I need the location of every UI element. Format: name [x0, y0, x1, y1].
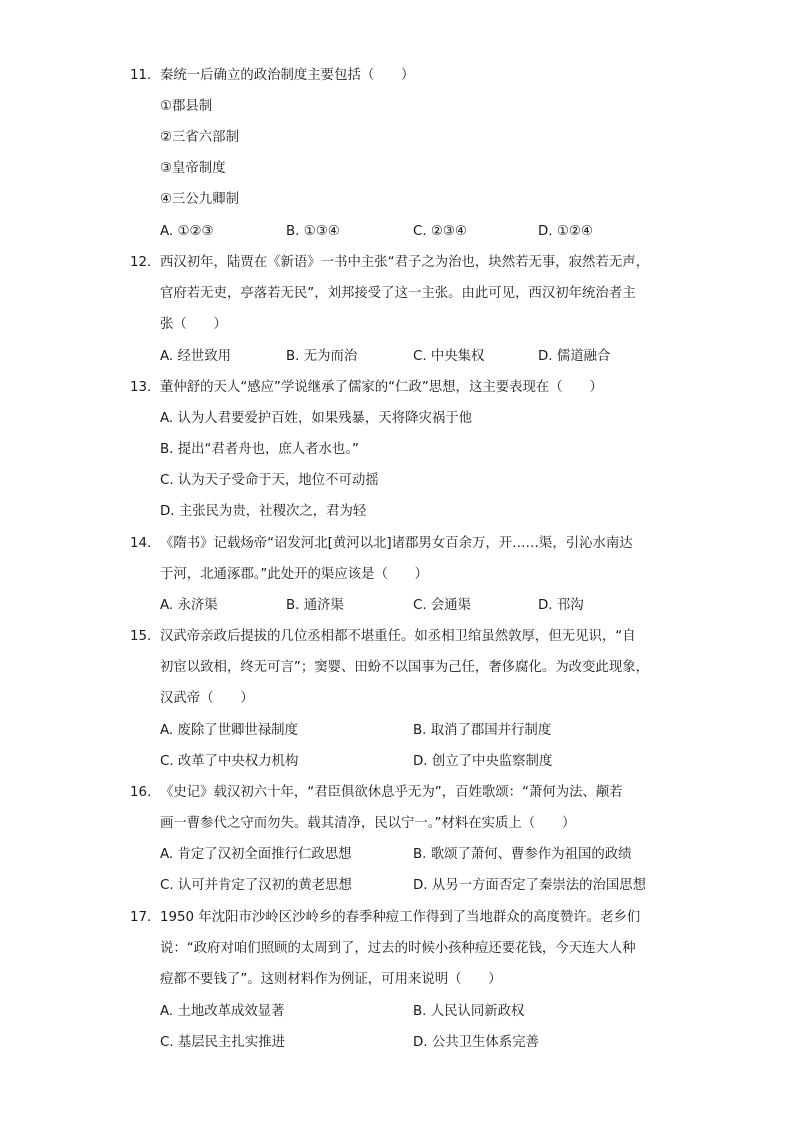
option-d[interactable]: D. 创立了中央监察制度 [413, 754, 553, 769]
option-c[interactable]: C. 中央集权 [413, 349, 485, 364]
question-stem-line: 痘都不要钱了”。这则材料作为例证，可用来说明（ ） [160, 972, 502, 987]
option-c[interactable]: C. 改革了中央权力机构 [160, 754, 299, 769]
option-a[interactable]: A. 肯定了汉初全面推行仁政思想 [160, 847, 352, 862]
question-stem-line: 汉武帝亲政后提拔的几位丞相都不堪重任。如丞相卫绾虽然敦厚，但无见识，“自 [160, 629, 636, 644]
question-stem-line: 西汉初年，陆贾在《新语》一书中主张“君子之为治也，块然若无事，寂然若无声， [160, 255, 649, 270]
option-b[interactable]: B. 无为而治 [286, 349, 358, 364]
option-c[interactable]: C. ②③④ [413, 224, 467, 239]
question-number: 17. [130, 910, 152, 925]
question-stem-line: 于河，北通涿郡。”此处开的渠应该是（ ） [160, 567, 429, 582]
question-number: 12. [130, 255, 152, 270]
sub-item: ③皇帝制度 [160, 161, 226, 176]
question-stem-line: 张（ ） [160, 317, 227, 332]
option-d[interactable]: D. 公共卫生体系完善 [413, 1035, 539, 1050]
option-c[interactable]: C. 基层民主扎实推进 [160, 1035, 285, 1050]
question-stem: 董仲舒的天人“感应”学说继承了儒家的“仁政”思想，这主要表现在（ ） [160, 380, 603, 395]
question-number: 11. [130, 68, 152, 83]
option-b[interactable]: B. 通济渠 [286, 598, 344, 613]
question-number: 15. [130, 629, 152, 644]
option-a[interactable]: A. ①②③ [160, 224, 214, 239]
option-b[interactable]: B. 提出“君者舟也，庶人者水也。” [160, 442, 359, 457]
option-a[interactable]: A. 永济渠 [160, 598, 218, 613]
question-number: 16. [130, 785, 152, 800]
option-d[interactable]: D. 从另一方面否定了秦崇法的治国思想 [413, 878, 647, 893]
question-stem-line: 初宦以致相，终无可言”；窦婴、田蚡不以国事为己任，奢侈腐化。为改变此现象， [160, 660, 649, 675]
question-stem-line: 《史记》载汉初六十年，“君臣俱欲休息乎无为”，百姓歌颂：“萧何为法、颟若 [160, 785, 623, 800]
option-a[interactable]: A. 认为人君要爱护百姓，如果残暴，天将降灾祸于他 [160, 411, 473, 426]
option-a[interactable]: A. 经世致用 [160, 349, 231, 364]
option-a[interactable]: A. 土地改革成效显著 [160, 1004, 285, 1019]
option-a[interactable]: A. 废除了世卿世禄制度 [160, 723, 298, 738]
option-c[interactable]: C. 认为天子受命于天，地位不可动摇 [160, 473, 379, 488]
option-d[interactable]: D. 儒道融合 [538, 349, 611, 364]
sub-item: ①郡县制 [160, 99, 213, 114]
question-stem-line: 汉武帝（ ） [160, 691, 254, 706]
option-d[interactable]: D. 邗沟 [538, 598, 584, 613]
sub-item: ④三公九卿制 [160, 192, 239, 207]
question-number: 14. [130, 536, 152, 551]
option-b[interactable]: B. 人民认同新政权 [413, 1004, 525, 1019]
question-number: 13. [130, 380, 152, 395]
option-d[interactable]: D. 主张民为贵，社稷次之，君为轻 [160, 504, 367, 519]
question-stem-line: 画一曹参代之守而勿失。载其清净，民以宁一。”材料在实质上（ ） [160, 816, 576, 831]
option-d[interactable]: D. ①②④ [538, 224, 593, 239]
question-stem-line: 《隋书》记载炀帝“诏发河北[黄河以北]诸郡男女百余万，开……渠，引沁水南达 [160, 536, 633, 551]
question-stem-line: 官府若无吏，亭落若无民”，刘邦接受了这一主张。由此可见，西汉初年统治者主 [160, 286, 636, 301]
question-stem: 秦统一后确立的政治制度主要包括（ ） [160, 68, 415, 83]
option-c[interactable]: C. 会通渠 [413, 598, 472, 613]
option-c[interactable]: C. 认可并肯定了汉初的黄老思想 [160, 878, 352, 893]
option-b[interactable]: B. ①③④ [286, 224, 340, 239]
option-b[interactable]: B. 歌颂了萧何、曹参作为祖国的政绩 [413, 847, 632, 862]
option-b[interactable]: B. 取消了郡国并行制度 [413, 723, 552, 738]
sub-item: ②三省六部制 [160, 130, 239, 145]
question-stem-line: 说：“政府对咱们照顾的太周到了，过去的时候小孩种痘还要花钱，今天连大人种 [160, 941, 636, 956]
question-stem-line: 1950 年沈阳市沙岭区沙岭乡的春季种痘工作得到了当地群众的高度赞许。老乡们 [160, 910, 641, 925]
